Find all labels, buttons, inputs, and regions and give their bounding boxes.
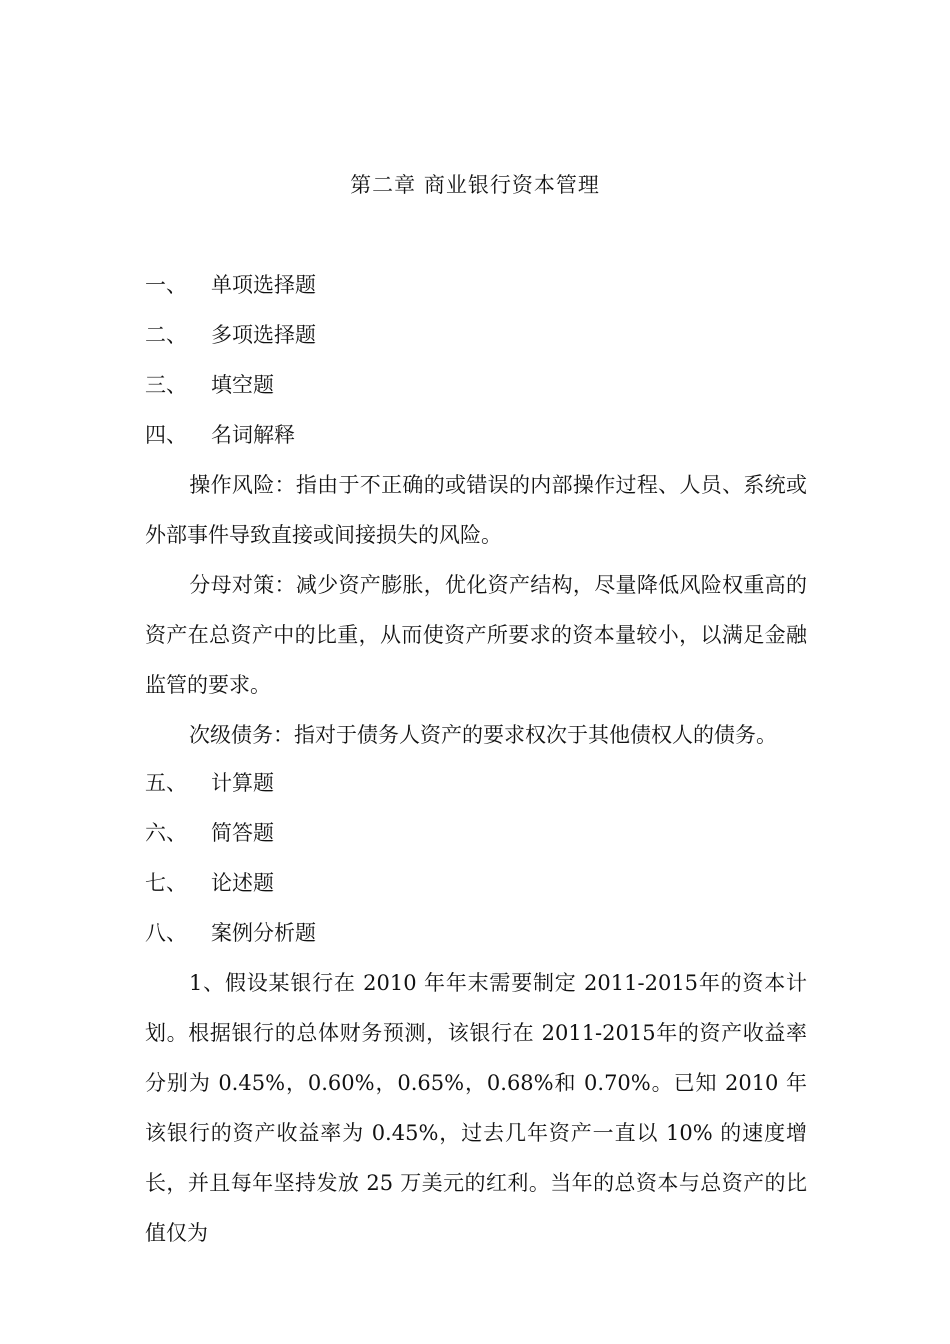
definition-operational-risk (145, 460, 807, 560)
section-heading-1 (145, 270, 316, 300)
section-heading-6 (145, 818, 274, 848)
chapter-title: 第二章 商业银行资本管理 (350, 173, 600, 197)
section-label: 计算题 (211, 771, 274, 795)
section-number: 六、 (145, 821, 187, 845)
section-number: 二、 (145, 323, 187, 347)
section-label: 论述题 (211, 871, 274, 895)
section-label: 多项选择题 (211, 323, 316, 347)
definition-text: 操作风险：指由于不正确的或错误的内部操作过程、人员、系统或外部事件导致直接或间接损失的风险。 (145, 473, 807, 547)
section-label: 简答题 (211, 821, 274, 845)
definition-subordinated-debt (145, 710, 807, 760)
section-label: 填空题 (211, 373, 274, 397)
section-number: 三、 (145, 373, 187, 397)
section-heading-3 (145, 370, 274, 400)
section-heading-7 (145, 868, 274, 898)
definition-text: 分母对策：减少资产膨胀，优化资产结构，尽量降低风险权重高的资产在总资产中的比重，从而使资产所要求的资本量较小，以满足金融监管的要求。 (145, 573, 807, 697)
section-number: 五、 (145, 771, 187, 795)
section-number: 四、 (145, 423, 187, 447)
section-heading-4 (145, 420, 295, 450)
section-heading-5 (145, 768, 274, 798)
definition-text: 次级债务：指对于债务人资产的要求权次于其他债权人的债务。 (189, 723, 777, 747)
case-study-paragraph (145, 958, 807, 1258)
section-label: 案例分析题 (211, 921, 316, 945)
case-study-text: 1、假设某银行在 2010 年年末需要制定 2011-2015年的资本计划。根据银行的总体财务预测，该银行在 2011-2015年的资产收益率分别为 0.45%，0.60%，0.65%，0.68%和 0.70%。已知 2010 年该银行的资产收益率为 0.45%，过去几年资产一直以 10% 的速度增长，并且每年坚持发放 25 万美元的红利。当年的总资本与总资产的比值仅为 (145, 971, 807, 1245)
section-number: 七、 (145, 871, 187, 895)
section-number: 一、 (145, 273, 187, 297)
section-heading-2 (145, 320, 316, 350)
section-label: 单项选择题 (211, 273, 316, 297)
section-label: 名词解释 (211, 423, 295, 447)
definition-denominator-strategy (145, 560, 807, 710)
section-heading-8 (145, 918, 316, 948)
section-number: 八、 (145, 921, 187, 945)
